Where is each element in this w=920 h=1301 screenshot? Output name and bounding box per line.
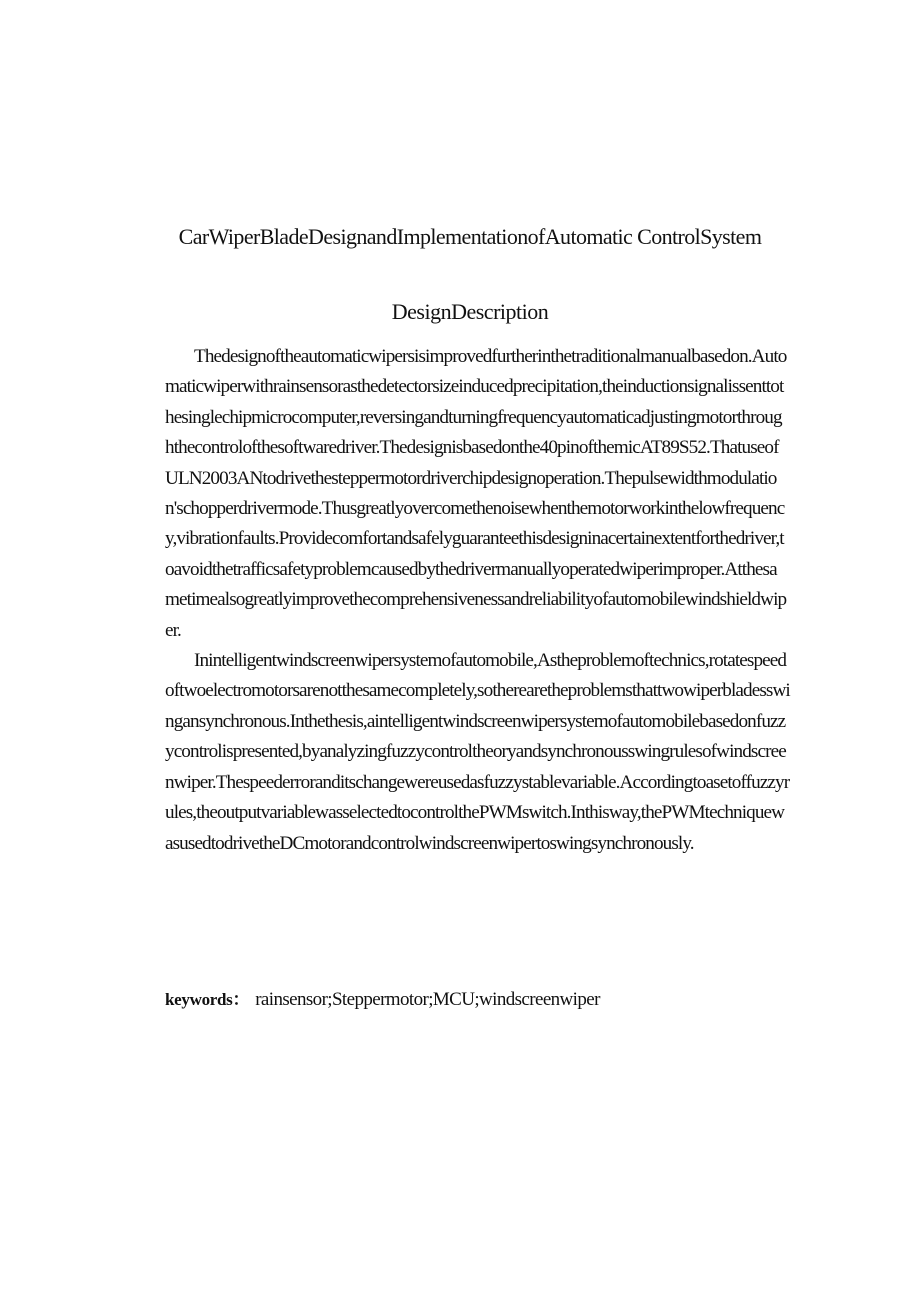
keywords-label: keywords： [165,990,250,1009]
keywords-value: rainsensor;Steppermotor;MCU;windscreenwiper [255,989,600,1010]
abstract-body [165,342,790,859]
abstract-paragraph-1: Thedesignoftheautomaticwipersisimprovedfurtherinthetraditionalmanualbasedon.Automaticwiperwithrainsensorasthedetectorsizeinducedprecipitation,theinductionsignalissenttothesinglechipmicrocomputer,reversingandturningfrequencyautomaticadjustingmotorthroughthecontrolofthesoftwaredriver.Thedesignisbasedonthe40pinofthemicAT89S52.ThatuseofULN2003ANtodrivethesteppermotordriverchipdesignoperation.Thepulsewidthmodulation'schopperdrivermode.Thusgreatlyovercomethenoisewhenthemotorworkinthelowfrequency,vibrationfaults.Providecomfortandsafelyguaranteethisdesigninacertainextentforthedriver,toavoidthetrafficsafetyproblemcausedbythedrivermanuallyoperatedwiperimproper.Atthesametimealsogreatlyimprovethecomprehensivenessandreliabilityofautomobilewindshieldwiper. [165,346,787,641]
keywords-line [165,985,790,1015]
section-heading: DesignDescription [391,299,549,324]
abstract-paragraph-2: Inintelligentwindscreenwipersystemofautomobile,Astheproblemoftechnics,rotatespeedoftwoelectromotorsarenotthesamecompletely,sotherearetheproblemsthattwowiperbladesswingansynchronous.Inthethesis,aintelligentwindscreenwipersystemofautomobilebasedonfuzzycontrolispresented,byanalyzingfuzzycontroltheoryandsynchronousswingrulesofwindscreenwiper.Thespeederroranditschangewereusedasfuzzystablevariable.Accordingtoasetoffuzzyrules,theoutputvariablewasselectedtocontrolthePWMswitch.Inthisway,thePWMtechniquewasusedtodrivetheDCmotorandcontrolwindscreenwipertoswingsynchronously. [165,650,790,854]
document-title: CarWiperBladeDesignandImplementationofAutomatic ControlSystem [178,224,762,249]
